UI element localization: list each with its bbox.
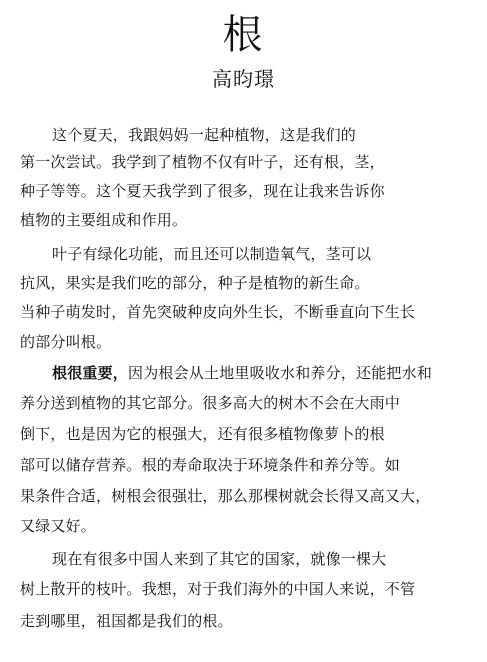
text-line: 植物的主要组成和作用。 bbox=[20, 211, 188, 229]
text-line: 部可以储存营养。根的寿命取决于环境条件和养分等。如 bbox=[20, 456, 401, 474]
text-line: 这个夏天，我跟妈妈一起种植物，这是我们的 bbox=[52, 126, 357, 144]
text-line: 叶子有绿化功能，而且还可以制造氧气，茎可以 bbox=[52, 245, 372, 263]
text-line: 倒下，也是因为它的根强大，还有很多植物像萝卜的根 bbox=[20, 425, 385, 443]
text-line: 种子等等。这个夏天我学到了很多，现在让我来告诉你 bbox=[20, 182, 385, 200]
text-line: 的部分叫根。 bbox=[20, 333, 112, 351]
text-line: 走到哪里，祖国都是我们的根。 bbox=[20, 612, 233, 630]
text-line: 果条件合适，树根会很强壮，那么那棵树就会长得又高又大， bbox=[20, 487, 431, 505]
text-line: 现在有很多中国人来到了其它的国家，就像一棵大 bbox=[52, 550, 387, 568]
text-line: 第一次尝试。我学到了植物不仅有叶子，还有根，茎， bbox=[20, 153, 385, 171]
author-name: 高昀璟 bbox=[212, 67, 275, 91]
text-line: 树上散开的枝叶。我想，对于我们海外的中国人来说，不管 bbox=[20, 580, 416, 598]
text-line bbox=[52, 362, 472, 384]
text-line: 抗风，果实是我们吃的部分，种子是植物的新生命。 bbox=[20, 274, 370, 292]
text-line: 养分送到植物的其它部分。很多高大的树木不会在大雨中 bbox=[20, 394, 401, 412]
text-line: 当种子萌发时，首先突破种皮向外生长，不断垂直向下生长 bbox=[20, 303, 416, 321]
text-line-rest: 因为根会从土地里吸收水和养分，还能把水和 bbox=[128, 364, 433, 382]
emphasis-text: 根很重要， bbox=[52, 364, 129, 382]
essay-title: 根 bbox=[222, 12, 265, 58]
text-line: 又绿又好。 bbox=[20, 517, 97, 535]
